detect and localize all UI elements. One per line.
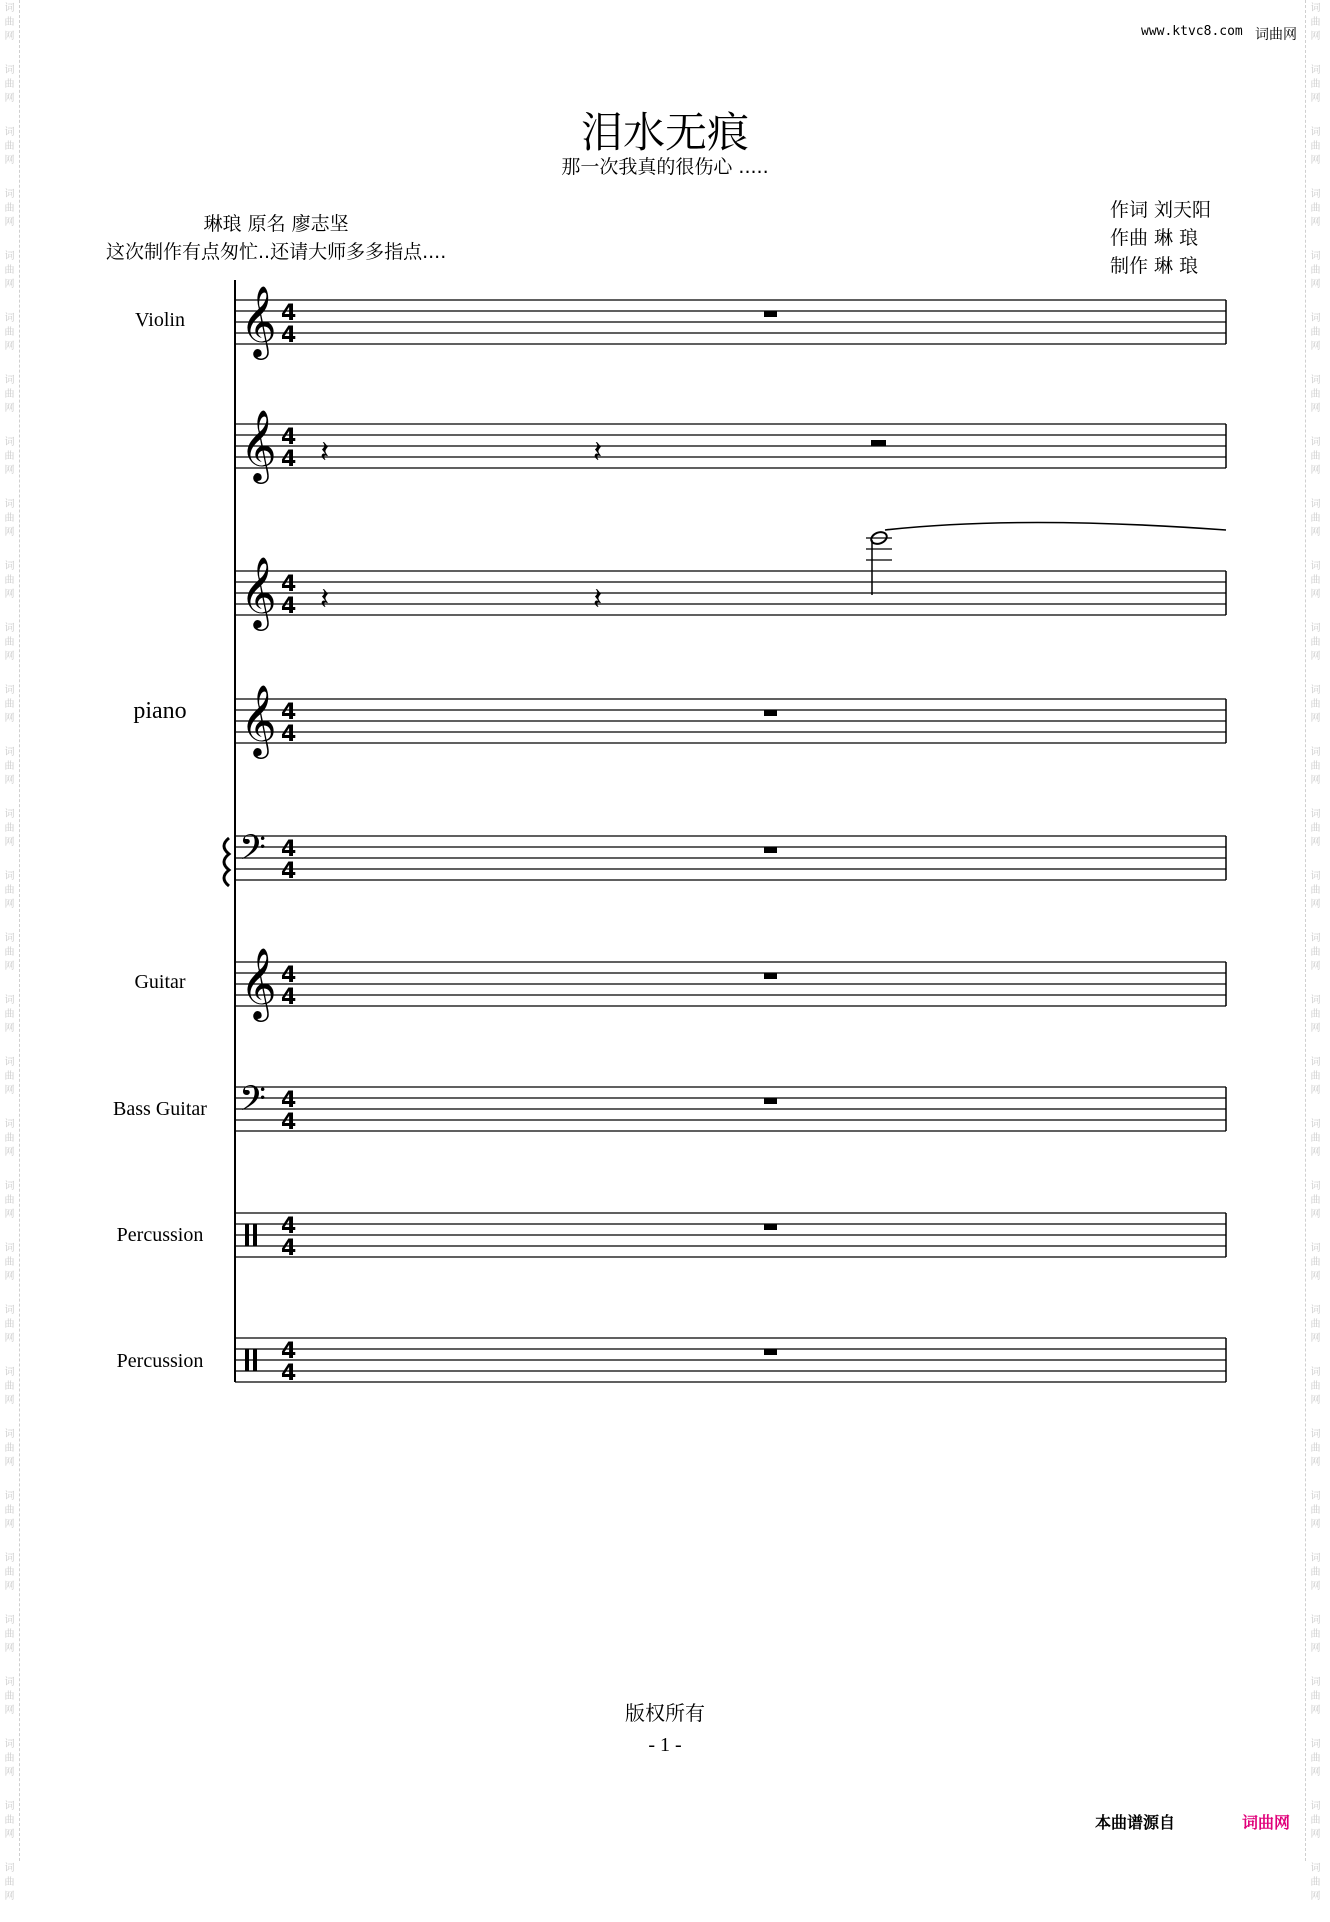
watermark-glyph: 网 — [4, 31, 15, 42]
watermark-glyph: 曲 — [4, 575, 15, 586]
watermark-glyph: 网 — [4, 1705, 15, 1716]
watermark-glyph: 曲 — [4, 1195, 15, 1206]
instrument-label-guitar: Guitar — [134, 971, 186, 993]
watermark-glyph: 词 — [4, 251, 15, 262]
bass-clef-icon: 𝄢 — [239, 827, 267, 876]
watermark-glyph: 网 — [4, 961, 15, 972]
watermark-glyph: 词 — [4, 499, 15, 510]
watermark-glyph: 词 — [1310, 1367, 1321, 1378]
watermark-glyph: 曲 — [4, 1567, 15, 1578]
watermark-glyph: 曲 — [1310, 575, 1321, 586]
watermark-glyph: 网 — [4, 1395, 15, 1406]
watermark-glyph: 曲 — [4, 823, 15, 834]
instrument-label-piano: piano — [133, 698, 187, 724]
watermark-glyph: 词 — [4, 747, 15, 758]
watermark-glyph: 网 — [4, 651, 15, 662]
watermark-glyph: 词 — [4, 995, 15, 1006]
credits-left-line1: 琳琅 原名 廖志坚 — [203, 213, 349, 235]
time-sig-top: 4 — [281, 301, 297, 326]
watermark-glyph: 网 — [1310, 93, 1321, 104]
lyricist-credit: 作词 刘天阳 — [1110, 199, 1212, 221]
treble-clef-icon: 𝄞 — [240, 683, 277, 756]
watermark-glyph: 词 — [1310, 685, 1321, 696]
watermark-glyph: 网 — [1310, 31, 1321, 42]
watermark-glyph: 网 — [1310, 527, 1321, 538]
watermark-glyph: 曲 — [4, 141, 15, 152]
whole-rest-icon — [764, 311, 777, 317]
watermark-glyph: 词 — [1310, 251, 1321, 262]
watermark-glyph: 曲 — [4, 1629, 15, 1640]
watermark-glyph: 网 — [1310, 1333, 1321, 1344]
watermark-glyph: 网 — [1310, 1209, 1321, 1220]
watermark-glyph: 曲 — [4, 1815, 15, 1826]
time-sig-bottom: 4 — [281, 1236, 297, 1261]
watermark-glyph: 曲 — [4, 1133, 15, 1144]
time-sig-top: 4 — [281, 1088, 297, 1113]
watermark-glyph: 曲 — [1310, 327, 1321, 338]
watermark-glyph: 网 — [1310, 651, 1321, 662]
treble-clef-icon: 𝄞 — [240, 408, 277, 481]
whole-rest-icon — [764, 973, 777, 979]
watermark-glyph: 词 — [4, 1243, 15, 1254]
time-sig-top: 4 — [281, 572, 297, 597]
watermark-glyph: 网 — [1310, 961, 1321, 972]
watermark-glyph: 词 — [4, 685, 15, 696]
time-sig-top: 4 — [281, 425, 297, 450]
ledger-lines — [866, 538, 892, 560]
time-sig-bottom: 4 — [281, 1361, 297, 1386]
watermark-glyph: 网 — [4, 1147, 15, 1158]
watermark-glyph: 曲 — [4, 513, 15, 524]
instrument-label-percussion-1: Percussion — [116, 1224, 204, 1246]
watermark-glyph: 网 — [1310, 1581, 1321, 1592]
watermark-glyph: 曲 — [1310, 1319, 1321, 1330]
watermark-glyph: 曲 — [1310, 1257, 1321, 1268]
watermark-glyph: 网 — [1310, 155, 1321, 166]
watermark-glyph: 词 — [1310, 933, 1321, 944]
watermark-glyph: 网 — [4, 1333, 15, 1344]
time-sig-bottom: 4 — [281, 447, 297, 472]
watermark-glyph: 词 — [4, 65, 15, 76]
watermark-glyph: 曲 — [4, 1009, 15, 1020]
watermark-glyph: 词 — [4, 1491, 15, 1502]
watermark-glyph: 词 — [1310, 313, 1321, 324]
watermark-glyph: 网 — [4, 1767, 15, 1778]
watermark-glyph: 词 — [4, 1739, 15, 1750]
watermark-glyph: 词 — [1310, 375, 1321, 386]
watermark-glyph: 曲 — [4, 1071, 15, 1082]
whole-rest-icon — [764, 1349, 777, 1355]
whole-rest-icon — [764, 710, 777, 716]
staff-percussion-2 — [235, 1338, 1226, 1386]
watermark-glyph: 曲 — [1310, 761, 1321, 772]
whole-rest-icon — [764, 1098, 777, 1104]
watermark-glyph: 网 — [4, 837, 15, 848]
composer-credit: 作曲 琳 琅 — [1110, 227, 1199, 249]
watermark-glyph: 网 — [4, 279, 15, 290]
staff-violin-1 — [235, 284, 1226, 360]
watermark-glyph: 曲 — [1310, 947, 1321, 958]
watermark-glyph: 网 — [4, 589, 15, 600]
watermark-glyph: 曲 — [4, 1443, 15, 1454]
watermark-glyph: 曲 — [1310, 1567, 1321, 1578]
watermark-glyph: 曲 — [1310, 1505, 1321, 1516]
staff-guitar — [235, 946, 1226, 1022]
staff-piano-treble — [235, 683, 1226, 759]
watermark-glyph: 曲 — [1310, 141, 1321, 152]
watermark-block — [0, 1860, 19, 1922]
watermark-glyph: 词 — [1310, 747, 1321, 758]
whole-rest-icon — [764, 1224, 777, 1230]
watermark-block — [1306, 1860, 1325, 1922]
watermark-glyph: 曲 — [1310, 1691, 1321, 1702]
watermark-glyph: 词 — [1310, 561, 1321, 572]
page-number: - 1 - — [648, 1734, 682, 1756]
tie-curve — [885, 523, 1226, 531]
watermark-glyph: 网 — [1310, 775, 1321, 786]
watermark-glyph: 网 — [4, 93, 15, 104]
time-sig-top: 4 — [281, 837, 297, 862]
staff-piano-bass — [224, 827, 1226, 886]
site-url[interactable]: www.ktvc8.com — [1141, 24, 1243, 39]
site-name[interactable]: 词曲网 — [1255, 27, 1297, 43]
half-rest-icon — [871, 440, 886, 446]
copyright-notice: 版权所有 — [625, 1701, 705, 1725]
producer-credit: 制作 琳 琅 — [1110, 255, 1199, 277]
watermark-glyph: 曲 — [4, 885, 15, 896]
watermark-glyph: 词 — [4, 1677, 15, 1688]
treble-clef-icon: 𝄞 — [240, 946, 277, 1019]
watermark-glyph: 曲 — [1310, 637, 1321, 648]
watermark-glyph: 词 — [4, 871, 15, 882]
watermark-glyph: 网 — [4, 1085, 15, 1096]
watermark-glyph: 词 — [4, 1367, 15, 1378]
watermark-glyph: 词 — [1310, 499, 1321, 510]
watermark-glyph: 词 — [4, 1429, 15, 1440]
watermark-glyph: 词 — [4, 1863, 15, 1874]
time-sig-top: 4 — [281, 963, 297, 988]
watermark-glyph: 网 — [1310, 1085, 1321, 1096]
watermark-glyph: 网 — [1310, 1705, 1321, 1716]
watermark-glyph: 网 — [4, 1271, 15, 1282]
watermark-glyph: 词 — [1310, 65, 1321, 76]
watermark-glyph: 网 — [1310, 1829, 1321, 1840]
watermark-glyph: 词 — [1310, 1243, 1321, 1254]
watermark-glyph: 词 — [4, 809, 15, 820]
watermark-glyph: 词 — [1310, 1553, 1321, 1564]
treble-clef-icon: 𝄞 — [240, 555, 277, 628]
watermark-glyph: 网 — [4, 713, 15, 724]
watermark-glyph: 曲 — [4, 637, 15, 648]
watermark-glyph: 曲 — [4, 1691, 15, 1702]
watermark-glyph: 词 — [1310, 1057, 1321, 1068]
watermark-glyph: 词 — [1310, 3, 1321, 14]
watermark-glyph: 曲 — [4, 1381, 15, 1392]
watermark-glyph: 网 — [1310, 899, 1321, 910]
credits-left-line2: 这次制作有点匆忙..还请大师多多指点.... — [106, 241, 447, 263]
watermark-glyph: 词 — [1310, 1615, 1321, 1626]
watermark-glyph: 曲 — [4, 1257, 15, 1268]
watermark-glyph: 曲 — [4, 699, 15, 710]
time-sig-bottom: 4 — [281, 722, 297, 747]
watermark-glyph: 曲 — [4, 1505, 15, 1516]
watermark-glyph: 网 — [1310, 837, 1321, 848]
watermark-glyph: 曲 — [1310, 1815, 1321, 1826]
quarter-rest-icon: 𝄽 — [320, 435, 330, 470]
watermark-glyph: 曲 — [1310, 1381, 1321, 1392]
watermark-glyph: 网 — [4, 341, 15, 352]
watermark-glyph: 词 — [4, 375, 15, 386]
watermark-glyph: 词 — [1310, 1429, 1321, 1440]
staff-bass-guitar — [235, 1078, 1226, 1135]
watermark-glyph: 网 — [1310, 217, 1321, 228]
watermark-glyph: 网 — [4, 1829, 15, 1840]
whole-rest-icon — [764, 847, 777, 853]
watermark-glyph: 词 — [4, 127, 15, 138]
watermark-glyph: 网 — [1310, 465, 1321, 476]
time-sig-bottom: 4 — [281, 594, 297, 619]
watermark-glyph: 网 — [4, 155, 15, 166]
watermark-glyph: 词 — [1310, 127, 1321, 138]
watermark-glyph: 网 — [4, 527, 15, 538]
watermark-glyph: 词 — [1310, 1119, 1321, 1130]
watermark-glyph: 网 — [1310, 1767, 1321, 1778]
source-label: 本曲谱源自 — [1095, 1813, 1176, 1832]
watermark-glyph: 曲 — [1310, 1009, 1321, 1020]
watermark-glyph: 网 — [4, 899, 15, 910]
watermark-glyph: 词 — [1310, 809, 1321, 820]
watermark-glyph: 曲 — [1310, 1753, 1321, 1764]
watermark-glyph: 曲 — [1310, 1877, 1321, 1888]
watermark-glyph: 词 — [4, 561, 15, 572]
watermark-glyph: 曲 — [4, 79, 15, 90]
quarter-rest-icon: 𝄽 — [320, 582, 330, 617]
watermark-glyph: 曲 — [4, 327, 15, 338]
watermark-glyph: 网 — [4, 217, 15, 228]
watermark-glyph: 词 — [4, 189, 15, 200]
time-sig-top: 4 — [281, 1339, 297, 1364]
watermark-glyph: 曲 — [1310, 1071, 1321, 1082]
time-sig-bottom: 4 — [281, 859, 297, 884]
watermark-glyph: 曲 — [1310, 203, 1321, 214]
watermark-glyph: 词 — [4, 437, 15, 448]
watermark-glyph: 曲 — [1310, 389, 1321, 400]
watermark-glyph: 词 — [1310, 871, 1321, 882]
watermark-glyph: 曲 — [1310, 699, 1321, 710]
instrument-label-bass-guitar: Bass Guitar — [113, 1098, 207, 1120]
song-subtitle: 那一次我真的很伤心 ..... — [561, 156, 769, 178]
staff-percussion-1 — [235, 1213, 1226, 1261]
treble-clef-icon: 𝄞 — [240, 284, 277, 357]
watermark-glyph: 词 — [4, 1181, 15, 1192]
watermark-glyph: 词 — [1310, 437, 1321, 448]
watermark-glyph: 词 — [4, 933, 15, 944]
watermark-glyph: 网 — [4, 1643, 15, 1654]
watermark-glyph: 词 — [4, 1801, 15, 1812]
watermark-glyph: 曲 — [1310, 79, 1321, 90]
watermark-glyph: 网 — [1310, 1891, 1321, 1902]
watermark-glyph: 曲 — [1310, 885, 1321, 896]
watermark-glyph: 曲 — [1310, 823, 1321, 834]
watermark-glyph: 词 — [1310, 1181, 1321, 1192]
time-sig-bottom: 4 — [281, 1110, 297, 1135]
time-sig-bottom: 4 — [281, 985, 297, 1010]
watermark-glyph: 网 — [1310, 403, 1321, 414]
watermark-glyph: 词 — [4, 1305, 15, 1316]
watermark-glyph: 网 — [4, 1891, 15, 1902]
watermark-glyph: 曲 — [1310, 1443, 1321, 1454]
watermark-glyph: 网 — [4, 1581, 15, 1592]
source-site-link[interactable]: 词曲网 — [1242, 1813, 1291, 1832]
watermark-glyph: 曲 — [4, 761, 15, 772]
watermark-glyph: 词 — [1310, 1305, 1321, 1316]
watermark-glyph: 网 — [1310, 1147, 1321, 1158]
watermark-glyph: 曲 — [4, 389, 15, 400]
watermark-glyph: 词 — [4, 3, 15, 14]
arpeggio-brace-icon — [224, 838, 229, 886]
watermark-glyph: 网 — [1310, 1271, 1321, 1282]
watermark-glyph: 曲 — [1310, 451, 1321, 462]
watermark-glyph: 曲 — [1310, 17, 1321, 28]
watermark-glyph: 网 — [1310, 1457, 1321, 1468]
watermark-glyph: 词 — [1310, 623, 1321, 634]
watermark-glyph: 曲 — [4, 451, 15, 462]
staff-violin-2 — [235, 408, 1226, 484]
watermark-glyph: 词 — [1310, 995, 1321, 1006]
watermark-glyph: 曲 — [4, 203, 15, 214]
watermark-glyph: 网 — [4, 403, 15, 414]
watermark-glyph: 曲 — [4, 1753, 15, 1764]
watermark-glyph: 网 — [1310, 341, 1321, 352]
watermark-glyph: 词 — [4, 1119, 15, 1130]
watermark-glyph: 词 — [1310, 189, 1321, 200]
watermark-glyph: 曲 — [4, 17, 15, 28]
quarter-rest-icon: 𝄽 — [593, 582, 603, 617]
watermark-glyph: 词 — [1310, 1491, 1321, 1502]
watermark-glyph: 曲 — [4, 947, 15, 958]
staff-violin-3 — [235, 523, 1226, 632]
watermark-glyph: 网 — [4, 1519, 15, 1530]
watermark-glyph: 曲 — [4, 1877, 15, 1888]
watermark-glyph: 词 — [4, 623, 15, 634]
watermark-glyph: 词 — [4, 1615, 15, 1626]
instrument-label-percussion-2: Percussion — [116, 1350, 204, 1372]
watermark-glyph: 曲 — [4, 265, 15, 276]
watermark-glyph: 曲 — [1310, 1195, 1321, 1206]
quarter-rest-icon: 𝄽 — [593, 435, 603, 470]
watermark-glyph: 词 — [4, 313, 15, 324]
watermark-glyph: 曲 — [1310, 1629, 1321, 1640]
watermark-glyph: 网 — [4, 465, 15, 476]
time-sig-top: 4 — [281, 700, 297, 725]
watermark-glyph: 网 — [4, 1209, 15, 1220]
watermark-glyph: 网 — [1310, 1395, 1321, 1406]
instrument-label-violin: Violin — [135, 309, 185, 331]
song-title: 泪水无痕 — [580, 108, 749, 157]
watermark-glyph: 网 — [4, 1023, 15, 1034]
watermark-glyph: 词 — [1310, 1677, 1321, 1688]
watermark-glyph: 网 — [1310, 1643, 1321, 1654]
watermark-glyph: 词 — [4, 1057, 15, 1068]
watermark-glyph: 词 — [1310, 1801, 1321, 1812]
watermark-glyph: 词 — [4, 1553, 15, 1564]
watermark-glyph: 网 — [1310, 589, 1321, 600]
watermark-glyph: 网 — [4, 1457, 15, 1468]
watermark-glyph: 网 — [1310, 1519, 1321, 1530]
bass-clef-icon: 𝄢 — [239, 1078, 267, 1127]
time-sig-top: 4 — [281, 1214, 297, 1239]
watermark-glyph: 曲 — [1310, 513, 1321, 524]
watermark-glyph: 曲 — [1310, 1133, 1321, 1144]
watermark-glyph: 词 — [1310, 1739, 1321, 1750]
watermark-glyph: 词 — [1310, 1863, 1321, 1874]
watermark-glyph: 曲 — [1310, 265, 1321, 276]
watermark-glyph: 曲 — [4, 1319, 15, 1330]
watermark-glyph: 网 — [1310, 279, 1321, 290]
watermark-glyph: 网 — [1310, 1023, 1321, 1034]
watermark-glyph: 网 — [1310, 713, 1321, 724]
time-sig-bottom: 4 — [281, 323, 297, 348]
watermark-glyph: 网 — [4, 775, 15, 786]
